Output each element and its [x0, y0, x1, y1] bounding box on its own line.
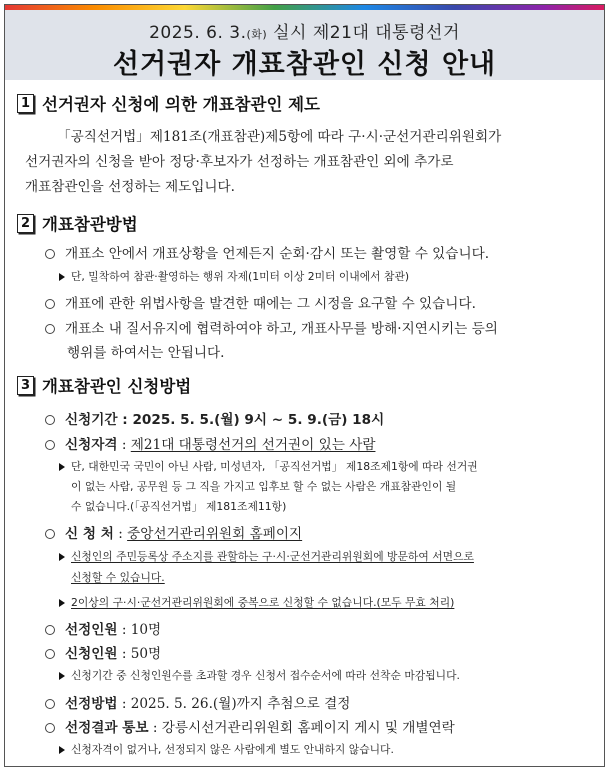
s1-line-1: 「공직선거법」제181조(개표참관)제5항에 따라 구·시·군선거관리위원회가 [57, 129, 502, 145]
notice-page [4, 4, 605, 767]
apply-note-text: 신청기간 중 신청인원수를 초과할 경우 신청서 접수순서에 따라 선착순 마감됩니다. [71, 669, 460, 682]
circle-bullet-icon [45, 529, 55, 539]
circle-bullet-icon [45, 249, 55, 259]
s3-apply-note [59, 668, 460, 683]
s3-result [45, 716, 455, 736]
s1-line-3: 개표참관인을 선정하는 제도입니다. [25, 179, 235, 195]
period-value: 2025. 5. 5.(월) 9시 ~ 5. 9.(금) 18시 [132, 412, 385, 428]
s2-bullet-1 [45, 242, 489, 262]
section-number: 1 [17, 94, 34, 113]
subtitle-rest: 실시 제21대 대통령선거 [267, 23, 460, 43]
place-value: 중앙선거관리위원회 홈페이지 [127, 526, 303, 542]
s3-place [45, 522, 302, 542]
circle-bullet-icon [45, 415, 55, 425]
s3-place-note-1-cont [71, 570, 165, 585]
qual-note-1-text: 단, 대한민국 국민이 아닌 사람, 미성년자, 「공직선거법」 제18조제1항에 따라 선거권 [71, 460, 478, 473]
triangle-bullet-icon [59, 672, 65, 680]
s3-apply-count [45, 642, 161, 662]
triangle-bullet-icon [59, 553, 65, 561]
section-number: 2 [17, 214, 34, 233]
apply-label: 신청인원 [65, 646, 118, 662]
s3-qual-note-3: 수 없습니다.(「공직선거법」 제181조제11항) [71, 500, 287, 513]
method-value: : 2025. 5. 26.(월)까지 추첨으로 결정 [117, 696, 351, 712]
s2-bullet-3-text: 개표소 내 질서유지에 협력하여야 하고, 개표사무를 방해·지연시키는 등의 [65, 321, 498, 337]
section-title: 개표참관인 신청방법 [42, 377, 192, 396]
s2-note-1-text: 단, 밀착하여 참관·촬영하는 행위 자제(1미터 이상 2미터 이내에서 참관) [71, 270, 410, 283]
select-label: 선정인원 [65, 622, 118, 638]
qual-label: 신청자격 [65, 437, 118, 453]
circle-bullet-icon [45, 723, 55, 733]
period-sep: : [117, 412, 133, 428]
s3-qual-note-2: 이 없는 사람, 공무원 등 그 직을 가지고 입후보 할 수 없는 사람은 개표참관인이 될 [71, 480, 457, 493]
select-value: : 10명 [117, 622, 162, 638]
section-3-heading [17, 373, 191, 397]
s2-bullet-2 [45, 292, 476, 312]
section-1-heading [17, 91, 320, 115]
s3-select-count [45, 618, 161, 638]
s2-bullet-1-text: 개표소 안에서 개표상황을 언제든지 순회·감시 또는 촬영할 수 있습니다. [65, 246, 490, 262]
page-title: 선거권자 개표참관인 신청 안내 [112, 49, 497, 80]
section-2-heading [17, 211, 138, 235]
result-label: 선정결과 통보 [65, 720, 149, 736]
place-note-1-text: 신청인의 주민등록상 주소지를 관할하는 구·시·군선거관리위원회에 방문하여 서면으로 [71, 550, 474, 563]
s3-place-note-1 [59, 549, 474, 564]
result-value: : 강릉시선거관리위원회 홈페이지 게시 및 개별연락 [148, 720, 455, 736]
subtitle-day: (화) [246, 28, 268, 41]
s3-method [45, 692, 350, 712]
circle-bullet-icon [45, 625, 55, 635]
section-title: 개표참관방법 [42, 215, 138, 234]
s2-bullet-2-text: 개표에 관한 위법사항을 발견한 때에는 그 시정을 요구할 수 있습니다. [65, 296, 476, 312]
s3-result-note [59, 742, 394, 757]
election-subtitle [5, 18, 604, 43]
header-band [5, 10, 604, 80]
triangle-bullet-icon [59, 599, 65, 607]
subtitle-date: 2025. 6. 3. [149, 23, 247, 43]
circle-bullet-icon [45, 324, 55, 334]
apply-value: : 50명 [117, 646, 162, 662]
qual-sep: : [117, 437, 131, 453]
qual-value: 제21대 대통령선거의 선거권이 있는 사람 [130, 437, 376, 453]
place-note-1-cont-text: 신청할 수 있습니다. [71, 571, 165, 584]
s1-line-2: 선거권자의 신청을 받아 정당·후보자가 선정하는 개표참관인 외에 추가로 [25, 154, 454, 170]
circle-bullet-icon [45, 299, 55, 309]
s3-place-note-2 [59, 595, 454, 610]
section-title: 선거권자 신청에 의한 개표참관인 제도 [42, 95, 321, 114]
s2-note-1 [59, 269, 409, 284]
triangle-bullet-icon [59, 746, 65, 754]
result-note-text: 신청자격이 없거나, 선정되지 않은 사람에게 별도 안내하지 않습니다. [71, 743, 394, 756]
circle-bullet-icon [45, 699, 55, 709]
place-note-2-text: 2이상의 구·시·군선거관리위원회에 중복으로 신청할 수 없습니다.(모두 무효 처리) [71, 596, 455, 609]
method-label: 선정방법 [65, 696, 118, 712]
place-sep: : [113, 526, 128, 542]
circle-bullet-icon [45, 440, 55, 450]
section-number: 3 [17, 376, 34, 395]
circle-bullet-icon [45, 649, 55, 659]
s3-qualification [45, 433, 375, 453]
s2-bullet-3 [45, 317, 498, 337]
triangle-bullet-icon [59, 273, 65, 281]
triangle-bullet-icon [59, 463, 65, 471]
s3-period [45, 408, 384, 428]
s3-qual-note-1 [59, 459, 478, 474]
period-label: 신청기간 [65, 412, 118, 428]
place-label: 신 청 처 [65, 526, 114, 542]
s2-bullet-3-cont: 행위를 하여서는 안됩니다. [67, 345, 225, 361]
